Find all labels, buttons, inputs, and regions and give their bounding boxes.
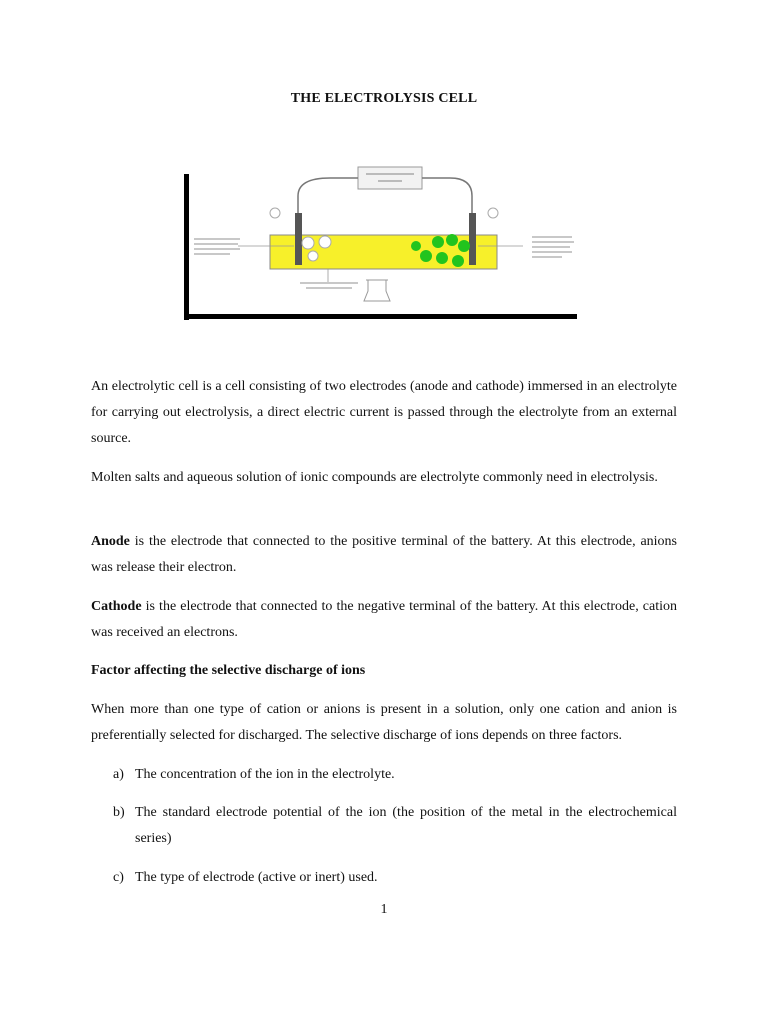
frame-left-border [184,174,189,320]
page-number: 1 [380,902,388,917]
cation-icon [452,255,464,267]
anion-icon [308,251,318,261]
paragraph-molten-salts: Molten salts and aqueous solution of ionic compounds are electrolyte commonly need in electrolysis. [91,470,658,485]
list-item-text: The concentration of the ion in the electrolyte. [135,767,395,782]
paragraph-intro: An electrolytic cell is a cell consisting of two electrodes (anode and cathode) immersed in an electrolyte for carrying out electrolysis, a direct electric current is passed through the electrolyte from an external source. [91,379,677,446]
anode-definition: is the electrode that connected to the positive terminal of the battery. At this electrode, anions was release their electron. [91,534,677,575]
negative-terminal-icon [488,208,498,218]
list-item-text: The type of electrode (active or inert) used. [135,870,378,885]
power-supply [358,167,422,189]
cation-icon [411,241,421,251]
anion-icon [319,236,331,248]
cathode-label-block [532,236,574,258]
anode-term: Anode [91,534,130,549]
cathode-definition: is the electrode that connected to the negative terminal of the battery. At this electrode, cation was received an electrons. [91,599,677,640]
cation-icon [458,240,470,252]
anode-electrode [295,213,302,265]
section-heading-factors: Factor affecting the selective discharge of ions [91,663,366,678]
page-title: THE ELECTROLYSIS CELL [290,91,478,106]
paragraph-cathode [91,594,677,646]
cation-icon [432,236,444,248]
anion-icon [302,237,314,249]
list-item [113,762,677,788]
frame-bottom-border [184,314,577,319]
anode-label-block [194,238,240,255]
cathode-term: Cathode [91,599,142,614]
electrolysis-cell-diagram [180,166,580,324]
wire-right [422,178,472,216]
cation-icon [446,234,458,246]
paragraph-selective-discharge: When more than one type of cation or anions is present in a solution, only one cation and anion is preferentially selected for discharged. The selective discharge of ions depends on three factors. [91,702,677,743]
cathode-electrode [469,213,476,265]
list-marker: a) [113,767,124,782]
cation-icon [436,252,448,264]
flask-icon [364,280,390,301]
positive-terminal-icon [270,208,280,218]
paragraph-anode [91,529,677,581]
electrolyte-label-block [300,282,358,289]
list-item [113,800,677,852]
list-item-text: The standard electrode potential of the ion (the position of the metal in the electrochemical series) [135,805,677,846]
list-marker: b) [113,805,125,820]
wire-left [298,178,358,216]
list-marker: c) [113,870,124,885]
cation-icon [420,250,432,262]
list-item [113,865,677,891]
